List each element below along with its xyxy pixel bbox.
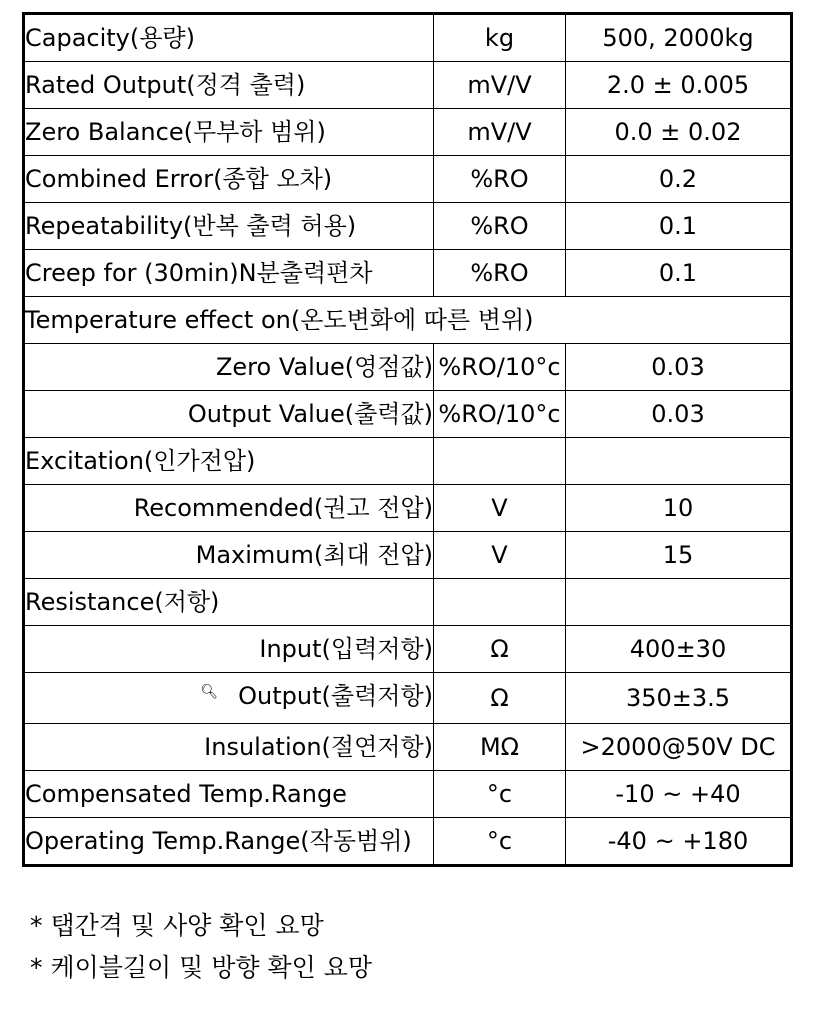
row-unit: °c	[434, 818, 566, 866]
table-row	[24, 626, 792, 673]
notes	[30, 905, 372, 989]
row-label: Insulation(절연저항)	[24, 724, 434, 771]
row-unit: °c	[434, 771, 566, 818]
section-heading: Temperature effect on(온도변화에 따른 변위)	[24, 297, 792, 344]
row-unit: %RO/10°c	[434, 344, 566, 391]
section-heading: Excitation(인가전압)	[24, 438, 434, 485]
table-row	[24, 391, 792, 438]
row-unit: %RO	[434, 156, 566, 203]
row-value: 15	[566, 532, 792, 579]
row-unit: V	[434, 532, 566, 579]
table-row	[24, 297, 792, 344]
table-row	[24, 344, 792, 391]
row-value: 0.03	[566, 391, 792, 438]
table-row	[24, 771, 792, 818]
table-row	[24, 62, 792, 109]
table-row	[24, 818, 792, 866]
row-label-cell	[24, 673, 434, 724]
row-label: Operating Temp.Range(작동범위)	[24, 818, 434, 866]
row-value: 2.0 ± 0.005	[566, 62, 792, 109]
table-row	[24, 532, 792, 579]
row-value: -40 ~ +180	[566, 818, 792, 866]
row-unit: mV/V	[434, 62, 566, 109]
row-value: 0.1	[566, 250, 792, 297]
row-unit: %RO	[434, 203, 566, 250]
section-heading: Resistance(저항)	[24, 579, 434, 626]
row-value: 500, 2000kg	[566, 14, 792, 62]
row-value	[566, 438, 792, 485]
row-label: Compensated Temp.Range	[24, 771, 434, 818]
note-item: * 탭간격 및 사양 확인 요망	[30, 911, 324, 940]
row-unit: %RO	[434, 250, 566, 297]
row-value: -10 ~ +40	[566, 771, 792, 818]
table-row	[24, 485, 792, 532]
magnifier-icon[interactable]: 🔍︎	[200, 684, 219, 700]
row-label: Rated Output(정격 출력)	[24, 62, 434, 109]
table-row	[24, 109, 792, 156]
table-row	[24, 438, 792, 485]
row-unit: kg	[434, 14, 566, 62]
row-label: Zero Balance(무부하 범위)	[24, 109, 434, 156]
row-label: Combined Error(종합 오차)	[24, 156, 434, 203]
row-value: >2000@50V DC	[566, 724, 792, 771]
row-value: 350±3.5	[566, 673, 792, 724]
table-row	[24, 579, 792, 626]
row-value: 0.0 ± 0.02	[566, 109, 792, 156]
table-row	[24, 250, 792, 297]
row-label: Zero Value(영점값)	[24, 344, 434, 391]
spec-table	[22, 12, 793, 867]
row-unit: MΩ	[434, 724, 566, 771]
row-label: Repeatability(반복 출력 허용)	[24, 203, 434, 250]
row-unit: V	[434, 485, 566, 532]
row-value: 10	[566, 485, 792, 532]
row-value: 0.2	[566, 156, 792, 203]
row-unit: Ω	[434, 626, 566, 673]
table-row	[24, 673, 792, 724]
table-row	[24, 203, 792, 250]
row-value: 400±30	[566, 626, 792, 673]
table-row	[24, 14, 792, 62]
row-unit: %RO/10°c	[434, 391, 566, 438]
row-value: 0.1	[566, 203, 792, 250]
row-label: Output Value(출력값)	[24, 391, 434, 438]
row-label: Input(입력저항)	[24, 626, 434, 673]
row-label: Creep for (30min)N분출력편차	[24, 250, 434, 297]
table-row	[24, 724, 792, 771]
row-label: Maximum(최대 전압)	[24, 532, 434, 579]
row-unit	[434, 579, 566, 626]
row-value: 0.03	[566, 344, 792, 391]
row-value	[566, 579, 792, 626]
note-item: * 케이블길이 및 방향 확인 요망	[30, 953, 373, 982]
row-label: Capacity(용량)	[24, 14, 434, 62]
table-row	[24, 156, 792, 203]
row-unit	[434, 438, 566, 485]
row-label: Recommended(권고 전압)	[24, 485, 434, 532]
row-unit: Ω	[434, 673, 566, 724]
row-label: Output(출력저항)	[238, 682, 433, 710]
row-unit: mV/V	[434, 109, 566, 156]
